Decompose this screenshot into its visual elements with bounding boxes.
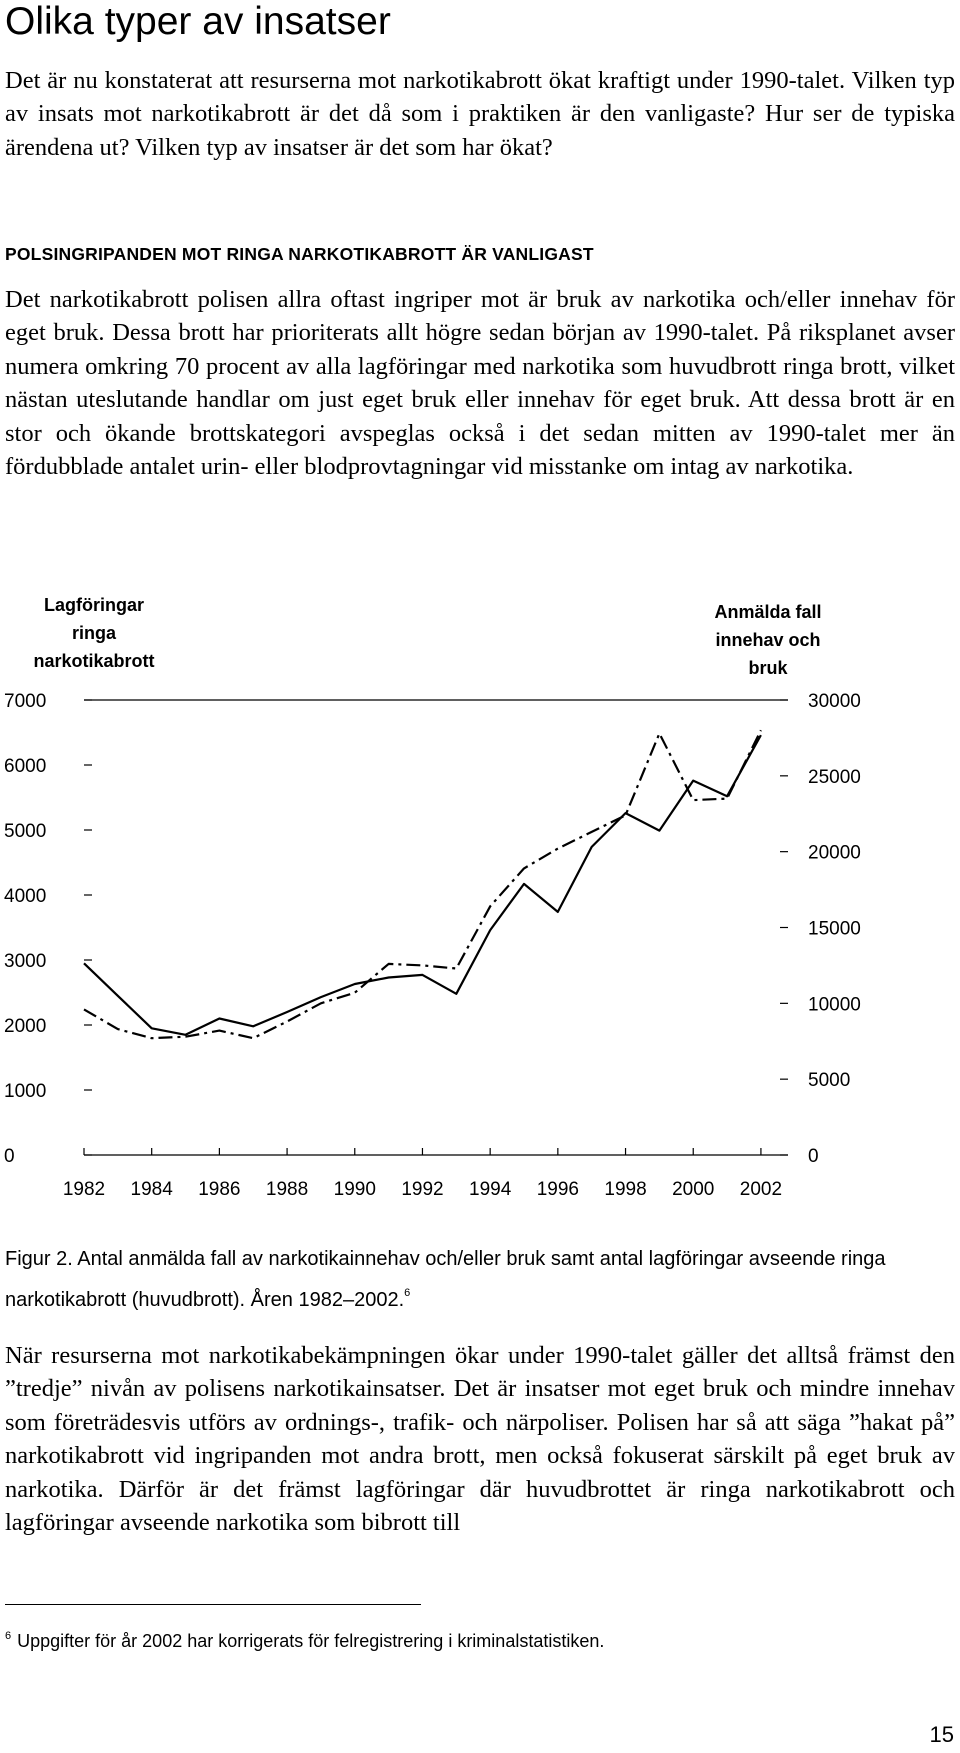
left-tick-label: 5000 — [4, 821, 47, 842]
footnote — [5, 1624, 604, 1653]
x-tick-label: 1996 — [536, 1179, 579, 1200]
left-axis-title — [33, 595, 154, 671]
left-tick-label: 0 — [4, 1146, 15, 1167]
footnote-text: Uppgifter för år 2002 har korrigerats för felregistrering i kriminalstatistiken. — [17, 1631, 605, 1651]
page-number: 15 — [929, 1722, 954, 1747]
right-axis-title — [714, 602, 821, 678]
x-tick-label: 1992 — [401, 1179, 444, 1200]
left-tick-label: 1000 — [4, 1081, 47, 1102]
footnote-number: 6 — [5, 1630, 12, 1642]
left-tick-label: 3000 — [4, 951, 47, 972]
right-axis-title-line: innehav och — [715, 630, 821, 650]
x-tick-label: 2000 — [672, 1179, 715, 1200]
left-tick-label: 7000 — [4, 691, 47, 712]
right-tick-label: 15000 — [808, 918, 861, 940]
x-tick-label: 1998 — [604, 1179, 647, 1200]
x-tick-label: 1982 — [62, 1179, 106, 1200]
caption-text: Figur 2. Antal anmälda fall av narkotikainnehav och/eller bruk samt antal lagföringar avseende ringa narkotikabrott (huvudbrott). Åren 1982–2002. — [5, 1248, 886, 1311]
footnote-separator — [5, 1604, 421, 1605]
series-layer — [84, 730, 761, 1038]
left-tick-label: 6000 — [4, 756, 47, 777]
left-axis-title-line: ringa — [71, 623, 117, 643]
series-line-lagforingar — [84, 735, 761, 1035]
series-line-anmalningar — [84, 730, 761, 1038]
right-tick-label: 0 — [808, 1146, 819, 1167]
right-axis-ticks — [780, 691, 861, 1167]
x-tick-label: 1990 — [333, 1179, 376, 1200]
body-paragraph-2: När resurserna mot narkotikabekämpningen ökar under 1990-talet gäller det alltså främst den ”tredje” nivån av polisens narkotikainsatser. Det är insatser mot eget bruk och mindre innehav som företrädesvis utförs av ordnings-, trafik- och närpoliser. Polisen har så att säga ”hakat på” narkotikabrott vid ingripanden mot andra brott, men också fokuserat särskilt på eget bruk av narkotika. Därför är det främst lagföringar där huvudbrottet är ringa narkotikabrott och lagföringar avseende narkotika som bibrott till — [5, 1342, 955, 1537]
right-tick-label: 20000 — [808, 842, 861, 864]
section-heading: POLSINGRIPANDEN MOT RINGA NARKOTIKABROTT ÄR VANLIGAST — [5, 244, 594, 264]
left-axis-ticks — [4, 691, 92, 1167]
x-tick-label: 1994 — [469, 1179, 512, 1200]
x-tick-label: 1988 — [265, 1179, 309, 1200]
right-tick-label: 10000 — [808, 994, 861, 1016]
right-tick-label: 25000 — [808, 766, 861, 788]
body-paragraph-1: Det narkotikabrott polisen allra oftast ingriper mot är bruk av narkotika och/eller innehav för eget bruk. Dessa brott har prioriterats allt högre sedan början av 1990-talet. På riksplanet avser numera omkring 70 procent av alla lagföringar med narkotika som huvudbrott ringa brott, vilket nästan uteslutande handlar om just eget bruk eller innehav för eget bruk. Att dessa brott är en stor och ökande brottskategori avspeglas också i det sedan mitten av 1990-talet mer än fördubblade antalet urin- eller blodprovtagningar vid misstanke om intag av narkotika. — [5, 286, 955, 481]
x-axis-ticks — [63, 1148, 782, 1200]
left-tick-label: 4000 — [4, 886, 47, 907]
right-tick-label: 5000 — [808, 1070, 851, 1092]
dual-axis-line-chart — [0, 585, 960, 1225]
left-axis-title-line: narkotikabrott — [33, 651, 155, 671]
left-axis-title-line: Lagföringar — [43, 595, 145, 615]
figure-caption — [5, 1242, 955, 1317]
page-title: Olika typer av insatser — [5, 0, 391, 43]
intro-paragraph: Det är nu konstaterat att resurserna mot narkotikabrott ökat kraftigt under 1990-talet. Vilken typ av insats mot narkotikabrott är det då som i praktiken är den vanligaste? Hur ser de typiska ärendena ut? Vilken typ av insatser är det som har ökat? — [5, 67, 955, 161]
x-tick-label: 2002 — [739, 1179, 783, 1200]
right-axis-title-line: bruk — [748, 658, 788, 678]
right-tick-label: 30000 — [808, 691, 861, 712]
caption-footnote-ref: 6 — [404, 1287, 411, 1299]
x-tick-label: 1986 — [198, 1179, 241, 1200]
x-tick-label: 1984 — [130, 1179, 173, 1200]
left-tick-label: 2000 — [4, 1016, 47, 1037]
right-axis-title-line: Anmälda fall — [714, 602, 822, 622]
